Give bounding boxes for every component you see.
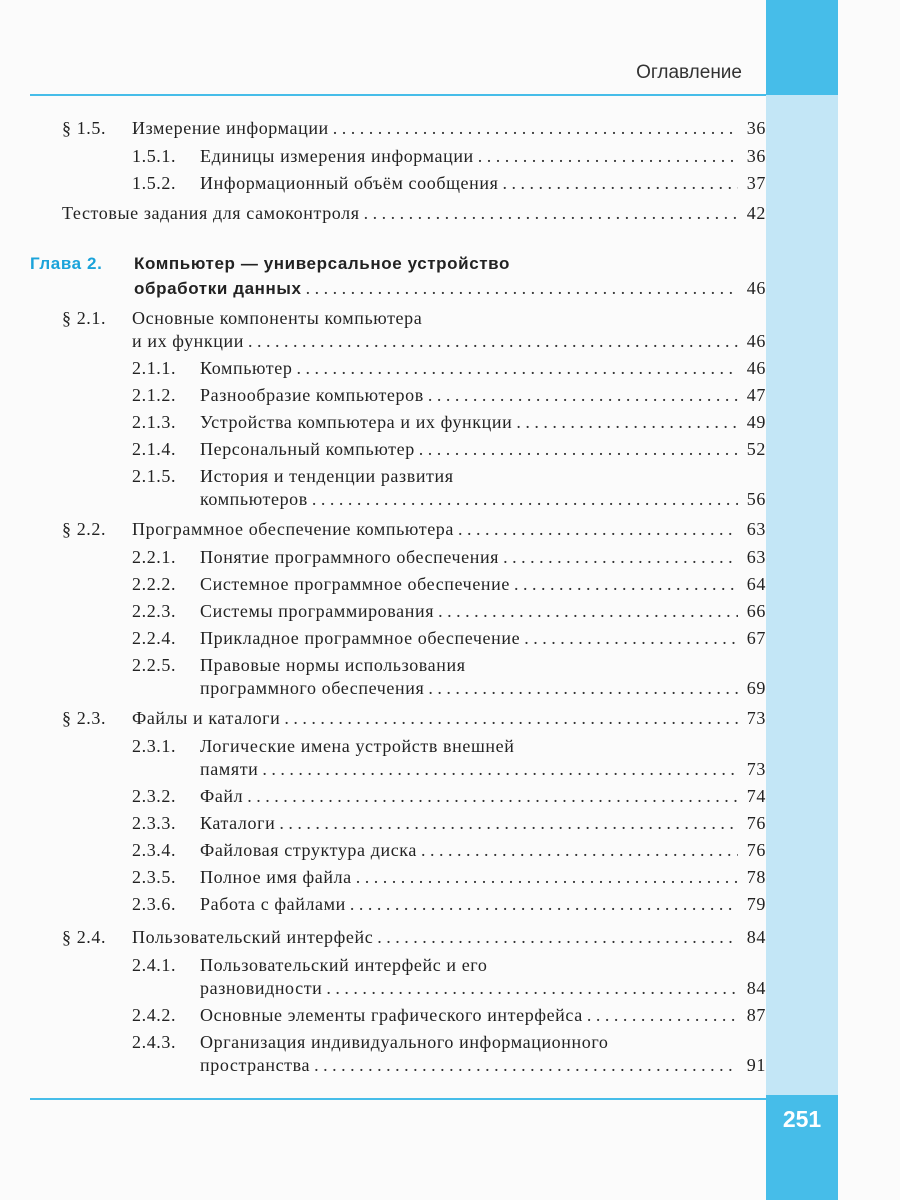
toc-page: 66 xyxy=(746,601,766,621)
toc-page: 64 xyxy=(746,574,766,594)
toc-page: 36 xyxy=(746,146,766,166)
toc-title-line1: Логические имена устройств внешней xyxy=(200,736,515,756)
toc-page: 79 xyxy=(746,894,766,914)
toc-page: 76 xyxy=(746,813,766,833)
leader-dots xyxy=(514,573,738,595)
leader-dots xyxy=(516,411,738,433)
toc-page: 46 xyxy=(746,358,766,378)
leader-dots xyxy=(284,707,738,729)
toc-number: 2.1.4. xyxy=(132,439,177,459)
toc-page: 74 xyxy=(746,786,766,806)
toc-entry-2-4[interactable] xyxy=(62,926,766,948)
toc-number: 2.2.5. xyxy=(132,655,177,675)
leader-dots xyxy=(350,893,738,915)
toc-entry-2-2-1[interactable] xyxy=(132,546,766,568)
toc-entry-2-1-5-cont[interactable] xyxy=(200,488,766,510)
toc-title: Устройства компьютера и их функции xyxy=(200,412,513,432)
toc-entry-2-3-3[interactable] xyxy=(132,812,766,834)
toc-number: § 2.2. xyxy=(62,519,107,539)
toc-number: 2.3.1. xyxy=(132,736,177,756)
leader-dots xyxy=(377,926,738,948)
toc-entry-2-3-4[interactable] xyxy=(132,839,766,861)
toc-entry-2-2-2[interactable] xyxy=(132,573,766,595)
toc-title: Файл xyxy=(200,786,244,806)
toc-title: Пользовательский интерфейс xyxy=(132,927,374,947)
toc-title-line1: Основные компоненты компьютера xyxy=(132,308,423,328)
page-number: 251 xyxy=(782,1106,822,1132)
toc-title: Работа с файлами xyxy=(200,894,346,914)
toc-page: 87 xyxy=(746,1005,766,1025)
toc-number: § 2.1. xyxy=(62,308,107,328)
toc-page: 84 xyxy=(746,978,766,998)
leader-dots xyxy=(306,277,738,299)
toc-page: 84 xyxy=(746,927,766,947)
toc-number: 2.3.4. xyxy=(132,840,177,860)
toc-entry-2-2[interactable] xyxy=(62,518,766,540)
toc-entry-2-1-4[interactable] xyxy=(132,438,766,460)
toc-number: 1.5.1. xyxy=(132,146,177,166)
toc-title: Прикладное программное обеспечение xyxy=(200,628,521,648)
leader-dots xyxy=(503,546,738,568)
toc-title-line2: памяти xyxy=(200,759,259,779)
toc-title: Измерение информации xyxy=(132,118,329,138)
toc-title-line2: и их функции xyxy=(132,331,244,351)
toc-entry-2-2-4[interactable] xyxy=(132,627,766,649)
toc-number: § 2.4. xyxy=(62,927,107,947)
toc-title: Файлы и каталоги xyxy=(132,708,281,728)
toc-number: 2.2.4. xyxy=(132,628,177,648)
toc-number: 2.3.6. xyxy=(132,894,177,914)
toc-chapter-2[interactable] xyxy=(30,253,766,275)
leader-dots xyxy=(248,330,738,352)
toc-title: Системы программирования xyxy=(200,601,435,621)
toc-page: 46 xyxy=(746,331,766,351)
toc-number: § 1.5. xyxy=(62,118,107,138)
leader-dots xyxy=(458,518,738,540)
toc-entry-2-2-3[interactable] xyxy=(132,600,766,622)
chapter-label: Глава 2. xyxy=(30,254,103,273)
toc-title-line2: программного обеспечения xyxy=(200,678,425,698)
toc-entry-1-5-1[interactable] xyxy=(132,145,766,167)
toc-number: 2.3.2. xyxy=(132,786,177,806)
leader-dots xyxy=(326,977,738,999)
toc-title-line2: разновидности xyxy=(200,978,323,998)
toc-number: 2.1.1. xyxy=(132,358,177,378)
leader-dots xyxy=(356,866,738,888)
toc-title-line1: Организация индивидуального информационного xyxy=(200,1032,609,1052)
toc-page: 73 xyxy=(746,759,766,779)
leader-dots xyxy=(247,785,738,807)
toc-title: Разнообразие компьютеров xyxy=(200,385,424,405)
toc-page: 49 xyxy=(746,412,766,432)
leader-dots xyxy=(333,117,738,139)
chapter-title-line1: Компьютер — универсальное устройство xyxy=(134,254,510,273)
leader-dots xyxy=(262,758,738,780)
toc-entry-2-4-3[interactable] xyxy=(132,1031,766,1053)
toc-page: 78 xyxy=(746,867,766,887)
toc-entry-2-3-1-cont[interactable] xyxy=(200,758,766,780)
toc-number: 2.4.3. xyxy=(132,1032,177,1052)
toc-number: 2.1.3. xyxy=(132,412,177,432)
toc-number: 2.1.2. xyxy=(132,385,177,405)
toc-page: 47 xyxy=(746,385,766,405)
toc-page: 63 xyxy=(746,547,766,567)
leader-dots xyxy=(587,1004,738,1026)
toc-entry-2-2-5-cont[interactable] xyxy=(200,677,766,699)
toc-page: 42 xyxy=(746,203,766,223)
toc-entry-1-5-2[interactable] xyxy=(132,172,766,194)
toc-entry-2-1-cont[interactable] xyxy=(132,330,766,352)
leader-dots xyxy=(296,357,738,379)
toc-page: 52 xyxy=(746,439,766,459)
toc-title: Программное обеспечение компьютера xyxy=(132,519,454,539)
toc-entry-2-4-1-cont[interactable] xyxy=(200,977,766,999)
toc-page: 36 xyxy=(746,118,766,138)
leader-dots xyxy=(478,145,738,167)
toc-number: 2.3.5. xyxy=(132,867,177,887)
toc-title: Персональный компьютер xyxy=(200,439,415,459)
toc-number: 1.5.2. xyxy=(132,173,177,193)
toc-page: 67 xyxy=(746,628,766,648)
toc-entry-2-4-1[interactable] xyxy=(132,954,766,976)
toc-entry-1-5[interactable] xyxy=(62,117,766,139)
toc-entry-2-1-2[interactable] xyxy=(132,384,766,406)
toc-chapter-2-cont[interactable] xyxy=(134,277,766,300)
toc-title: Тестовые задания для самоконтроля xyxy=(62,203,360,223)
toc-title: Каталоги xyxy=(200,813,276,833)
toc-title-line2: пространства xyxy=(200,1055,311,1075)
toc-title-line1: Пользовательский интерфейс и его xyxy=(200,955,488,975)
toc-page: 91 xyxy=(746,1055,766,1075)
leader-dots xyxy=(428,384,738,406)
toc-entry-2-3[interactable] xyxy=(62,707,766,729)
toc-number: 2.2.2. xyxy=(132,574,177,594)
leader-dots xyxy=(502,172,738,194)
toc-entry-2-1-5[interactable] xyxy=(132,465,766,487)
toc-title: Компьютер xyxy=(200,358,293,378)
toc-entry-2-1[interactable] xyxy=(62,307,766,329)
leader-dots xyxy=(364,202,738,224)
toc-entry-2-4-2[interactable] xyxy=(132,1004,766,1026)
toc-title: Единицы измерения информации xyxy=(200,146,474,166)
toc-page: 46 xyxy=(746,278,766,298)
toc-number: § 2.3. xyxy=(62,708,107,728)
toc-number: 2.4.1. xyxy=(132,955,177,975)
toc-entry-2-1-1[interactable] xyxy=(132,357,766,379)
chapter-title-line2: обработки данных xyxy=(134,279,302,298)
toc-number: 2.2.3. xyxy=(132,601,177,621)
toc-page: 76 xyxy=(746,840,766,860)
toc-number: 2.1.5. xyxy=(132,466,177,486)
leader-dots xyxy=(312,488,738,510)
toc-title: Системное программное обеспечение xyxy=(200,574,510,594)
toc-page: 69 xyxy=(746,678,766,698)
toc-page: 37 xyxy=(746,173,766,193)
toc-page: 73 xyxy=(746,708,766,728)
toc-entry-2-4-3-cont[interactable] xyxy=(200,1054,766,1076)
leader-dots xyxy=(428,677,738,699)
toc-title: Полное имя файла xyxy=(200,867,352,887)
toc-number: 2.4.2. xyxy=(132,1005,177,1025)
toc-entry-2-3-2[interactable] xyxy=(132,785,766,807)
toc-title-line1: Правовые нормы использования xyxy=(200,655,466,675)
leader-dots xyxy=(438,600,738,622)
toc-entry-2-2-5[interactable] xyxy=(132,654,766,676)
toc-title-line1: История и тенденции развития xyxy=(200,466,454,486)
toc-title: Файловая структура диска xyxy=(200,840,417,860)
toc-page: 56 xyxy=(746,489,766,509)
leader-dots xyxy=(279,812,738,834)
toc-title: Понятие программного обеспечения xyxy=(200,547,500,567)
leader-dots xyxy=(419,438,738,460)
leader-dots xyxy=(314,1054,738,1076)
running-header: Оглавление xyxy=(636,62,742,83)
toc-entry-tests[interactable] xyxy=(62,202,766,224)
toc-number: 2.2.1. xyxy=(132,547,177,567)
toc-title-line2: компьютеров xyxy=(200,489,308,509)
toc-title: Основные элементы графического интерфейса xyxy=(200,1005,583,1025)
toc-entry-2-1-3[interactable] xyxy=(132,411,766,433)
toc-entry-2-3-5[interactable] xyxy=(132,866,766,888)
leader-dots xyxy=(524,627,738,649)
toc-entry-2-3-6[interactable] xyxy=(132,893,766,915)
toc-title: Информационный объём сообщения xyxy=(200,173,499,193)
toc-entry-2-3-1[interactable] xyxy=(132,735,766,757)
leader-dots xyxy=(421,839,738,861)
toc-page: 63 xyxy=(746,519,766,539)
toc-number: 2.3.3. xyxy=(132,813,177,833)
